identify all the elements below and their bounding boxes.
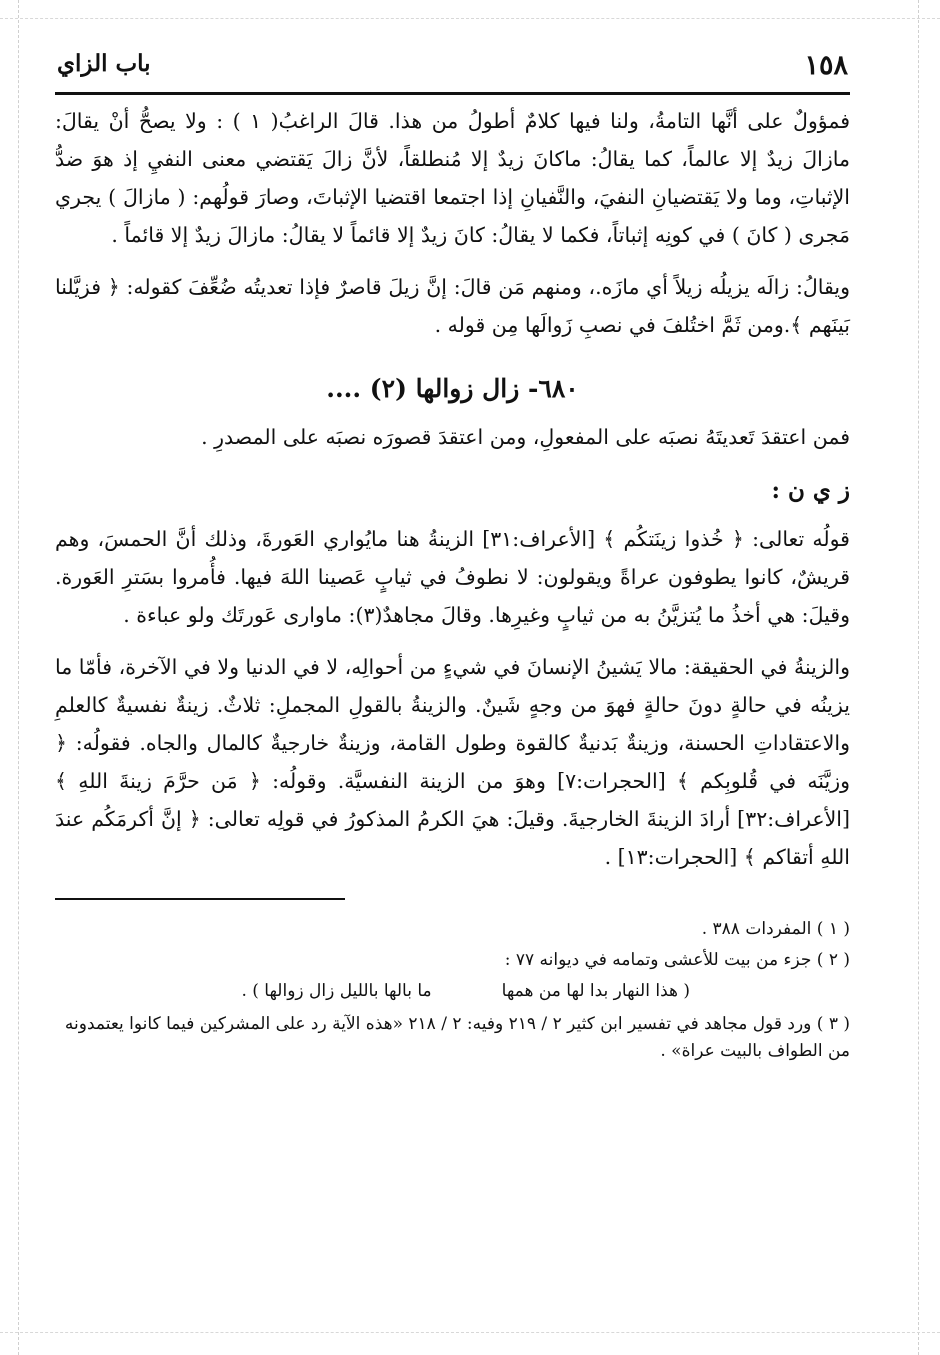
verse-hemistich-1: ( هذا النهار بدا لها من همها	[501, 981, 690, 1001]
guide-line	[918, 0, 919, 1355]
footnote-1: ( ١ ) المفردات ٣٨٨ .	[701, 919, 850, 939]
book-page	[55, 40, 850, 1069]
footnote-2: ( ٢ ) جزء من بيت للأعشى وتمامه في ديوانه ٧٧ :	[504, 950, 850, 970]
guide-line	[0, 18, 940, 19]
paragraph: ويقالُ: زالَه يزيلُه زيلاً أي مازَه.، ومنهم مَن قالَ: إنَّ زيلَ قاصرٌ فإذا تعديتُه ضُعِّفَ كقوله: ﴿ فزيَّلنا بَينَهم ﴾.ومن ثَمَّ اختُلفَ في نصبِ زَوالَها مِن قوله .	[55, 275, 850, 337]
guide-line	[18, 0, 19, 1355]
footnote-2-verse	[55, 978, 850, 1005]
verse-hemistich-2: ما بالها بالليل زال زوالها ) .	[241, 981, 432, 1001]
footnotes	[55, 916, 850, 1065]
paragraph: فمؤولٌ على أنَّها التامةُ، ولنا فيها كلامٌ أطولُ من هذا. قالَ الراغبُ( ١ ) : ولا يصحُّ أنْ يقالَ: مازالَ زيدٌ إلا عالماً، كما يقالُ: ماكانَ زيدٌ إلا مُنطلقاً، لأنَّ زالَ يَقتضي معنى النفيِ إذ هوَ ضدُّ الإثباتِ، وما ولا يَقتضيانِ النفيَ، والنَّفيانِ إذا اجتمعا اقتضيا الإثباتَ، وصارَ قولُهم: ( مازالَ ) يجري مَجرى ( كانَ ) في كونِه إثباتاً، فكما لا يقالُ: كانَ زيدٌ إلا قائماً لا يقالُ: مازالَ زيدٌ إلا قائماً .	[55, 109, 850, 247]
guide-line	[0, 1332, 940, 1333]
page-number: ١٥٨	[804, 50, 848, 81]
entry-heading: ٦٨٠- زال زوالها (٢) ....	[326, 374, 579, 403]
footnote-rule-wrap	[55, 876, 850, 916]
page-header	[55, 40, 850, 95]
running-title: باب الزاي	[57, 50, 151, 77]
paragraph: قولُه تعالى: ﴿ خُذوا زينَتكُم ﴾ [الأعراف:٣١] الزينةُ هنا مايُواري العَورةَ، وذلك أنَّ الحمسَ، وهم قريشٌ، كانوا يطوفون عراةً ويقولون: لا نطوفُ في ثيابٍ عَصينا اللهَ فيها. فأُمروا بسَترِ العَورة. وقيلَ: هي أخذُ ما يُتزيَّنُ به من ثيابٍ وغيرِها. وقالَ مجاهدٌ(٣): ماوارى عَورتَك ولو عباءة .	[55, 527, 850, 627]
paragraph: والزينةُ في الحقيقة: مالا يَشينُ الإنسانَ في شيءٍ من أحوالِه، لا في الدنيا ولا في الآخرة، فأمّا ما يزينُه في حالةٍ دونَ حالةٍ فهوَ من وجهٍ شَينٌ. والزينةُ بالقولِ المجملِ: ثلاثٌ. زينةٌ نفسيةٌ كالعلمِ والاعتقاداتِ الحسنة، وزينةٌ بَدنيةٌ كالقوة وطول القامة، وزينةٌ خارجيةٌ كالمال والجاه. فقولُه: ﴿ وزيَّنَه في قُلوبِكم ﴾ [الحجرات:٧] وهوَ من الزينة النفسيَّة. وقولُه: ﴿ مَن حرَّمَ زينةَ اللهِ ﴾ [الأعراف:٣٢] أرادَ الزينةَ الخارجيةَ. وقيلَ: هيَ الكرمُ المذكورُ في قولِه تعالى: ﴿ إنَّ أكرمَكُم عندَ اللهِ أتقاكم ﴾ [الحجرات:١٣] .	[55, 655, 850, 869]
footnote-3: ( ٣ ) ورد قول مجاهد في تفسير ابن كثير ٢ / ٢١٩ وفيه: ٢ / ٢١٨ «هذه الآية رد على المشركين فيما كانوا يعتمدونه من الطواف بالبيت عراة» .	[64, 1014, 850, 1061]
entry-paragraph: فمن اعتقدَ تَعديتَهُ نصبَه على المفعولِ، ومن اعتقدَ قصورَه نصبَه على المصدرِ .	[201, 425, 850, 449]
root-heading: ز ي ن :	[771, 477, 850, 504]
footnote-divider	[55, 898, 345, 900]
main-text	[55, 102, 850, 876]
